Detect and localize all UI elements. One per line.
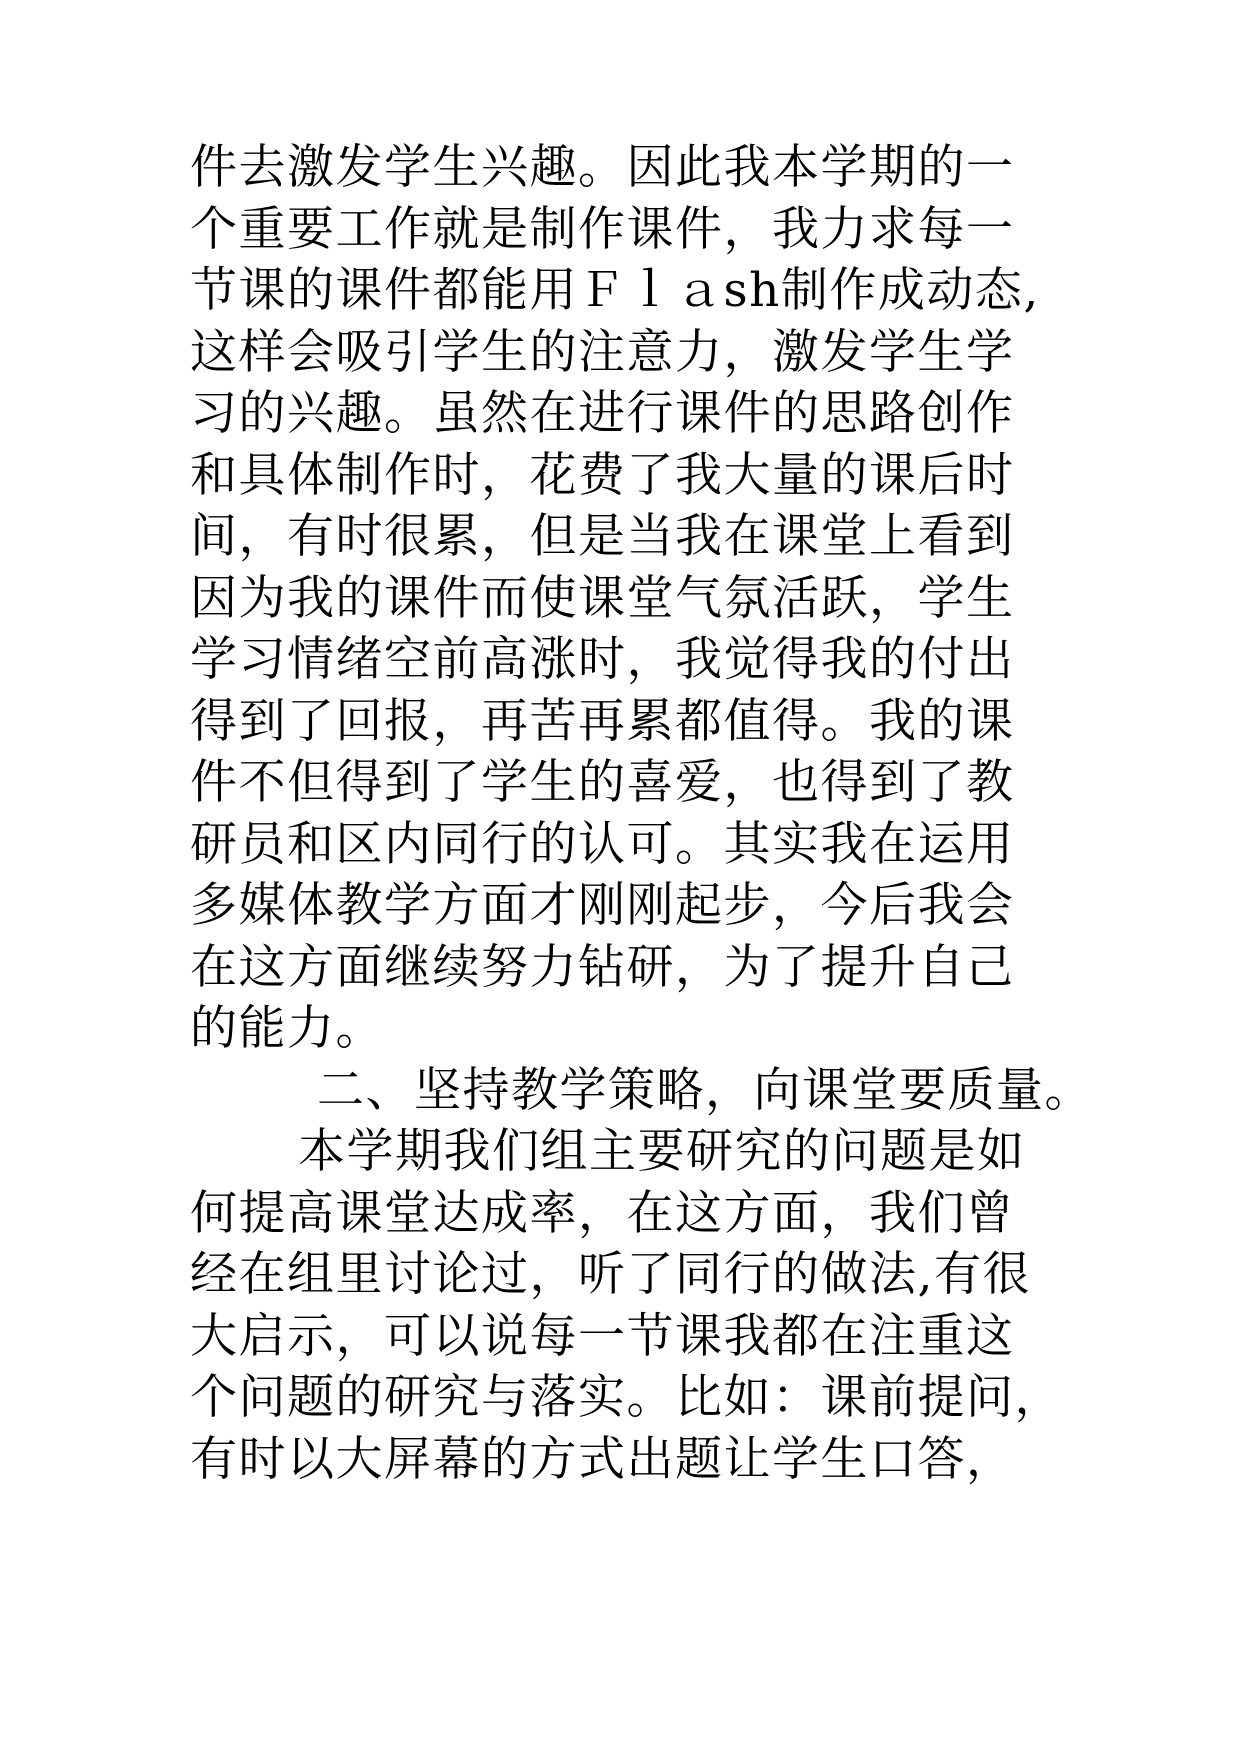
text-line: 这样会吸引学生的注意力，激发学生学 [190, 324, 1015, 380]
document-body [190, 137, 1093, 1490]
text-line: 因为我的课件而使课堂气氛活跃，学生 [190, 570, 1015, 626]
text-line: 和具体制作时，花费了我大量的课后时 [190, 447, 1015, 503]
text-line: 大启示，可以说每一节课我都在注重这 [190, 1308, 1015, 1364]
text-line: 学习情绪空前高涨时，我觉得我的付出 [190, 632, 1015, 687]
text-line: 研员和区内同行的认可。其实我在运用 [190, 816, 1015, 872]
text-line: 在这方面继续努力钻研，为了提升自己 [190, 939, 1015, 995]
text-line: 经在组里讨论过，听了同行的做法,有很 [190, 1247, 1031, 1302]
text-line: 何提高课堂达成率，在这方面，我们曾 [190, 1185, 1015, 1241]
section-heading: 二、坚持教学策略，向课堂要质量。 [317, 1062, 1093, 1118]
text-line: 件去激发学生兴趣。因此我本学期的一 [190, 140, 1015, 195]
text-line: 件不但得到了学生的喜爱，也得到了教 [190, 755, 1015, 810]
text-line: 多媒体教学方面才刚刚起步，今后我会 [190, 878, 1015, 933]
text-line: 习的兴趣。虽然在进行课件的思路创作 [190, 386, 1015, 441]
text-line: 个重要工作就是制作课件，我力求每一 [190, 201, 1015, 257]
text-line: 本学期我们组主要研究的问题是如 [298, 1124, 1026, 1179]
text-line: 节课的课件都能用Ｆｌａsh制作成动态, [190, 263, 1040, 318]
text-line: 的能力。 [190, 1001, 384, 1056]
text-line: 个问题的研究与落实。比如：课前提问， [190, 1370, 1063, 1425]
text-line: 间，有时很累，但是当我在课堂上看到 [190, 509, 1015, 564]
text-line: 有时以大屏幕的方式出题让学生口答， [190, 1431, 1015, 1487]
text-line: 得到了回报，再苦再累都值得。我的课 [190, 693, 1015, 749]
